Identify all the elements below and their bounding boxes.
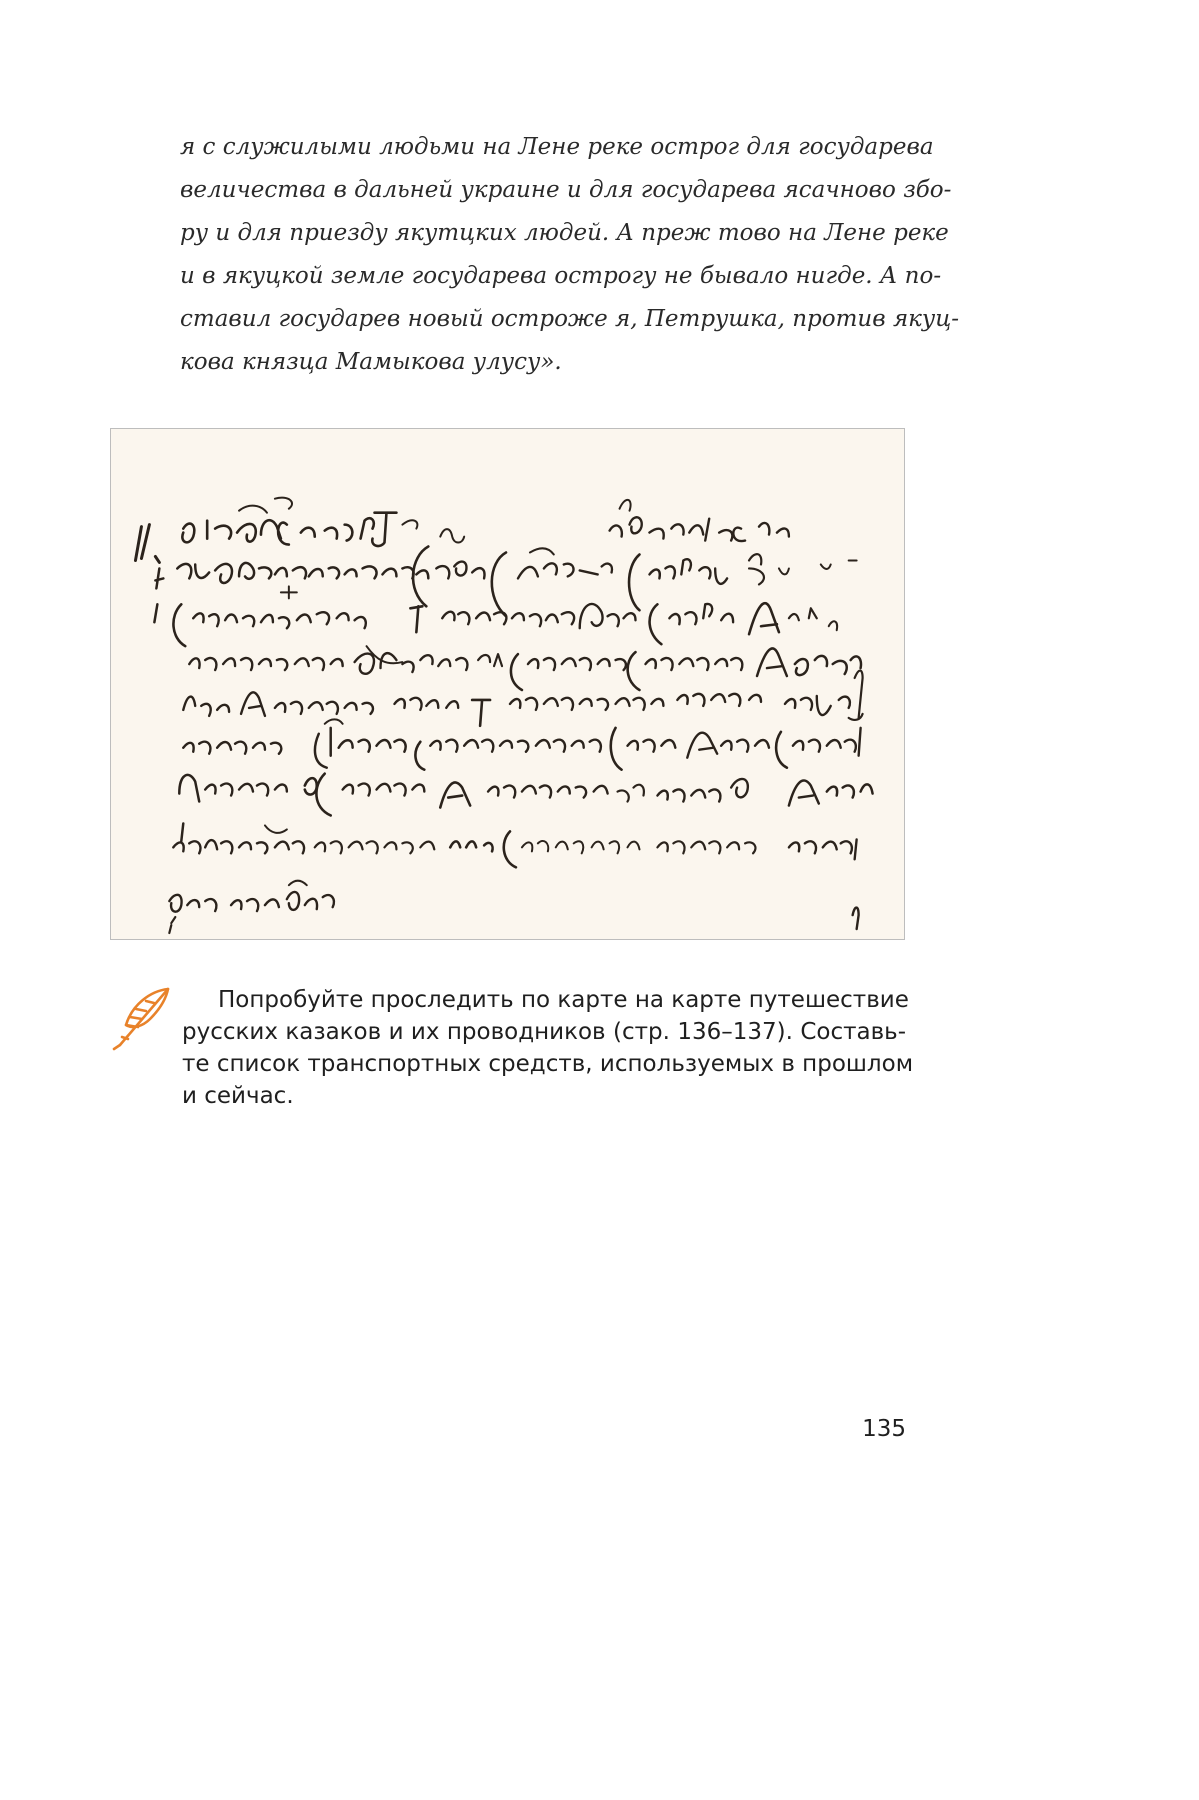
page-number: 135 [862,1416,906,1442]
quote-paragraph [180,126,960,384]
quote-line: ру и для приезду якутцких людей. А преж тово на Лене реке [180,220,949,246]
task-line: Попробуйте проследить по карте на карте путешествие [218,987,909,1013]
task-line: русских казаков и их проводников (стр. 136–137). Составь- [182,1019,906,1045]
quote-line: ставил государев новый остроже я, Петрушка, против якуц- [180,306,960,332]
task-line: те список транспортных средств, используемых в прошлом [182,1051,914,1077]
manuscript-image [110,428,905,940]
quote-line: величества в дальней украине и для государева ясачново збо- [180,177,952,203]
feather-icon [110,985,174,1051]
task-line: и сейчас. [182,1083,294,1109]
quote-line: и в якуцкой земле государева острогу не бывало нигде. А по- [180,263,942,289]
quote-line: я с служилыми людьми на Лене реке острог для государева [180,134,934,160]
handwriting-scan [111,429,904,939]
task-paragraph [182,984,914,1112]
quote-line: кова князца Мамыкова улусу». [180,349,562,375]
